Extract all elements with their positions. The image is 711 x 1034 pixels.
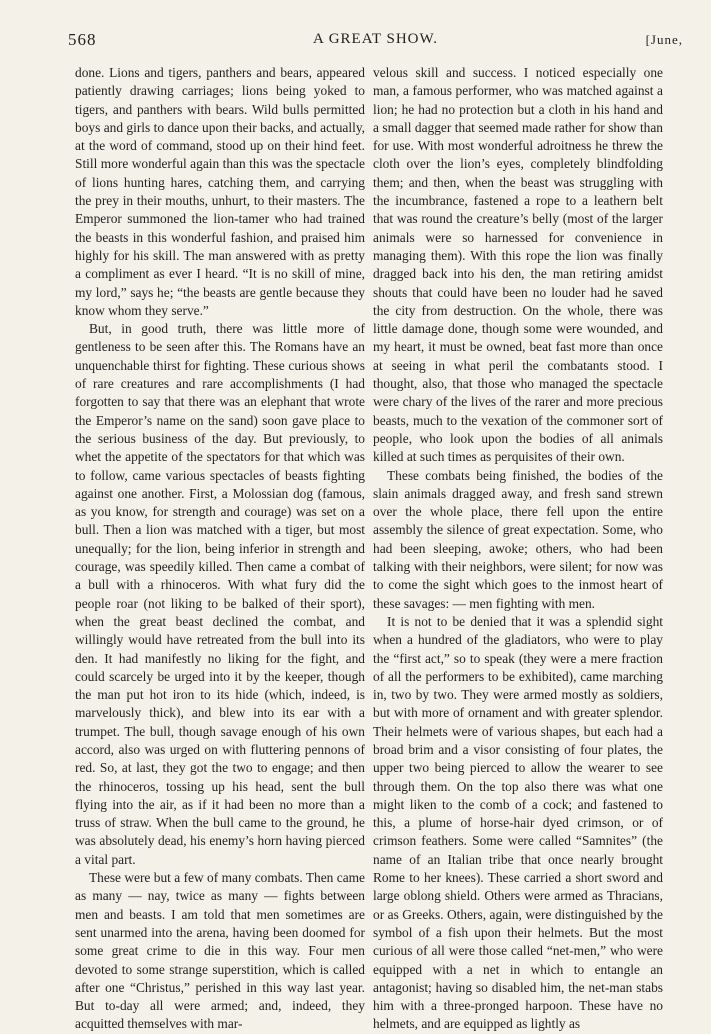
paragraph: It is not to be denied that it was a splendid sight when a hundred of the gladiators, who were to play the “first act,” so to speak (they were a mere fraction of all the performers to be exhibited), came marching in, two by two. They were armed mostly as soldiers, but with more of ornament and with greater splendor. Their helmets were of various shapes, but each had a broad brim and a visor consisting of four plates, the upper two being pierced to allow the wearer to see through them. On the top also there was what one might liken to the comb of a cock; and fastened to this, a plume of horse-hair dyed crimson, or of crimson feathers. Some were called “Samnites” (the name of an Italian tribe that once nearly brought Rome to her knees). These carried a short sword and large oblong shield. Others were armed as Thracians, or as Greeks. Others, again, were distinguished by the symbol of a fish upon their helmets. But the most curious of all were those called “net-men,” who were equipped with a net in which to entangle an antagonist; having so disabled him, the net-man stabs him with a three-pronged harpoon. These have no helmets, and are equipped as lightly as (373, 613, 663, 1032)
running-header (68, 30, 683, 56)
paragraph: done. Lions and tigers, panthers and bears, appeared patiently drawing carriages; lions being yoked to tigers, and panthers with bears. Wild bulls permitted boys and girls to dance upon their backs, and actually, at the word of command, stood up on their hind feet. Still more wonderful again than this was the spectacle of lions hunting hares, catching them, and carrying the prey in their mouths, unhurt, to their masters. The Emperor summoned the lion-tamer who had trained the beasts in this wonderful fashion, and praised him highly for his skill. The man answered with as pretty a compliment as ever I heard. “It is no skill of mine, my lord,” says he; “the beasts are gentle because they know whom they serve.” (75, 65, 365, 318)
page-number: 568 (68, 30, 97, 49)
paragraph: These combats being finished, the bodies of the slain animals dragged away, and fresh sand strewn over the whole place, there fell upon the entire assembly the silence of great expectation. Some, who had been sleeping, awoke; others, who had been talking with their neighbors, were silent; for now was to come the sight which goes to the inmost heart of these savages: — men fighting with men. (373, 467, 663, 611)
running-date: [June, (645, 32, 683, 47)
paragraph: These were but a few of many combats. Then came as many — nay, twice as many — fights between men and beasts. I am told that men sometimes are sent unarmed into the arena, having been doomed for some great crime to die in this way. Four men devoted to some strange superstition, which is called after one “Christus,” perished in this way last year. But to-day all were armed; and, indeed, they acquitted themselves with mar- (75, 870, 365, 1032)
right-column (373, 64, 663, 1032)
left-column (75, 64, 365, 1032)
running-title: A GREAT SHOW. (312, 31, 439, 47)
paragraph: velous skill and success. I noticed especially one man, a famous performer, who was matched against a lion; he had no protection but a cloth in his hand and a small dagger that seemed made rather for show than for use. With most wonderful adroitness he threw the cloth over the lion’s eyes, completely blindfolding them; and then, when the beast was struggling with the incumbrance, fastened a rope to a leathern belt that was round the creature’s belly (most of the larger animals were so harnessed for convenience in managing them). With this rope the lion was finally dragged back into his den, the man retiring amidst shouts that could have been no louder had he saved the city from destruction. On the whole, there was little damage done, though some were wounded, and my heart, it must be owned, beat fast more than once at seeing in what peril the combatants stood. I thought, also, that those who managed the spectacle were chary of the lives of the rarer and more precious beasts, much to the vexation of the commoner sort of people, who look upon the bodies of all animals killed at such times as perquisites of their own. (373, 65, 663, 465)
paragraph: But, in good truth, there was little more of gentleness to be seen after this. The Romans have an unquenchable thirst for fighting. These curious shows of rare creatures and rare accomplishments (I had forgotten to say that there was an elephant that wrote the Emperor’s name on the sand) soon gave place to the serious business of the day. But previously, to whet the appetite of the spectators for that which was to follow, came various spectacles of beasts fighting against one another. First, a Molossian dog (famous, as you know, for strength and courage) was set on a bull. Then a lion was matched with a tiger, but most unequally; for the lion, being inferior in strength and courage, was speedily killed. Then came a combat of a bull with a rhinoceros. With what fury did the people roar (not liking to be balked of their sport), when the great beast declined the combat, and willingly would have retreated from the bull into its den. It had manifestly no liking for the fight, and could scarcely be urged into it by the keeper, though the man put hot iron to its hide (which, indeed, is marvelously thick), and blew into its ear with a trumpet. The bull, though savage enough of his own accord, also was urged on with fluttering pennons of red. So, at last, they got the two to engage; and then the rhinoceros, tossing up his head, sent the bull flying into the air, as if it had been no more than a truss of straw. When the bull came to the ground, he was absolutely dead, his enemy’s horn having pierced a vital part. (75, 321, 365, 867)
